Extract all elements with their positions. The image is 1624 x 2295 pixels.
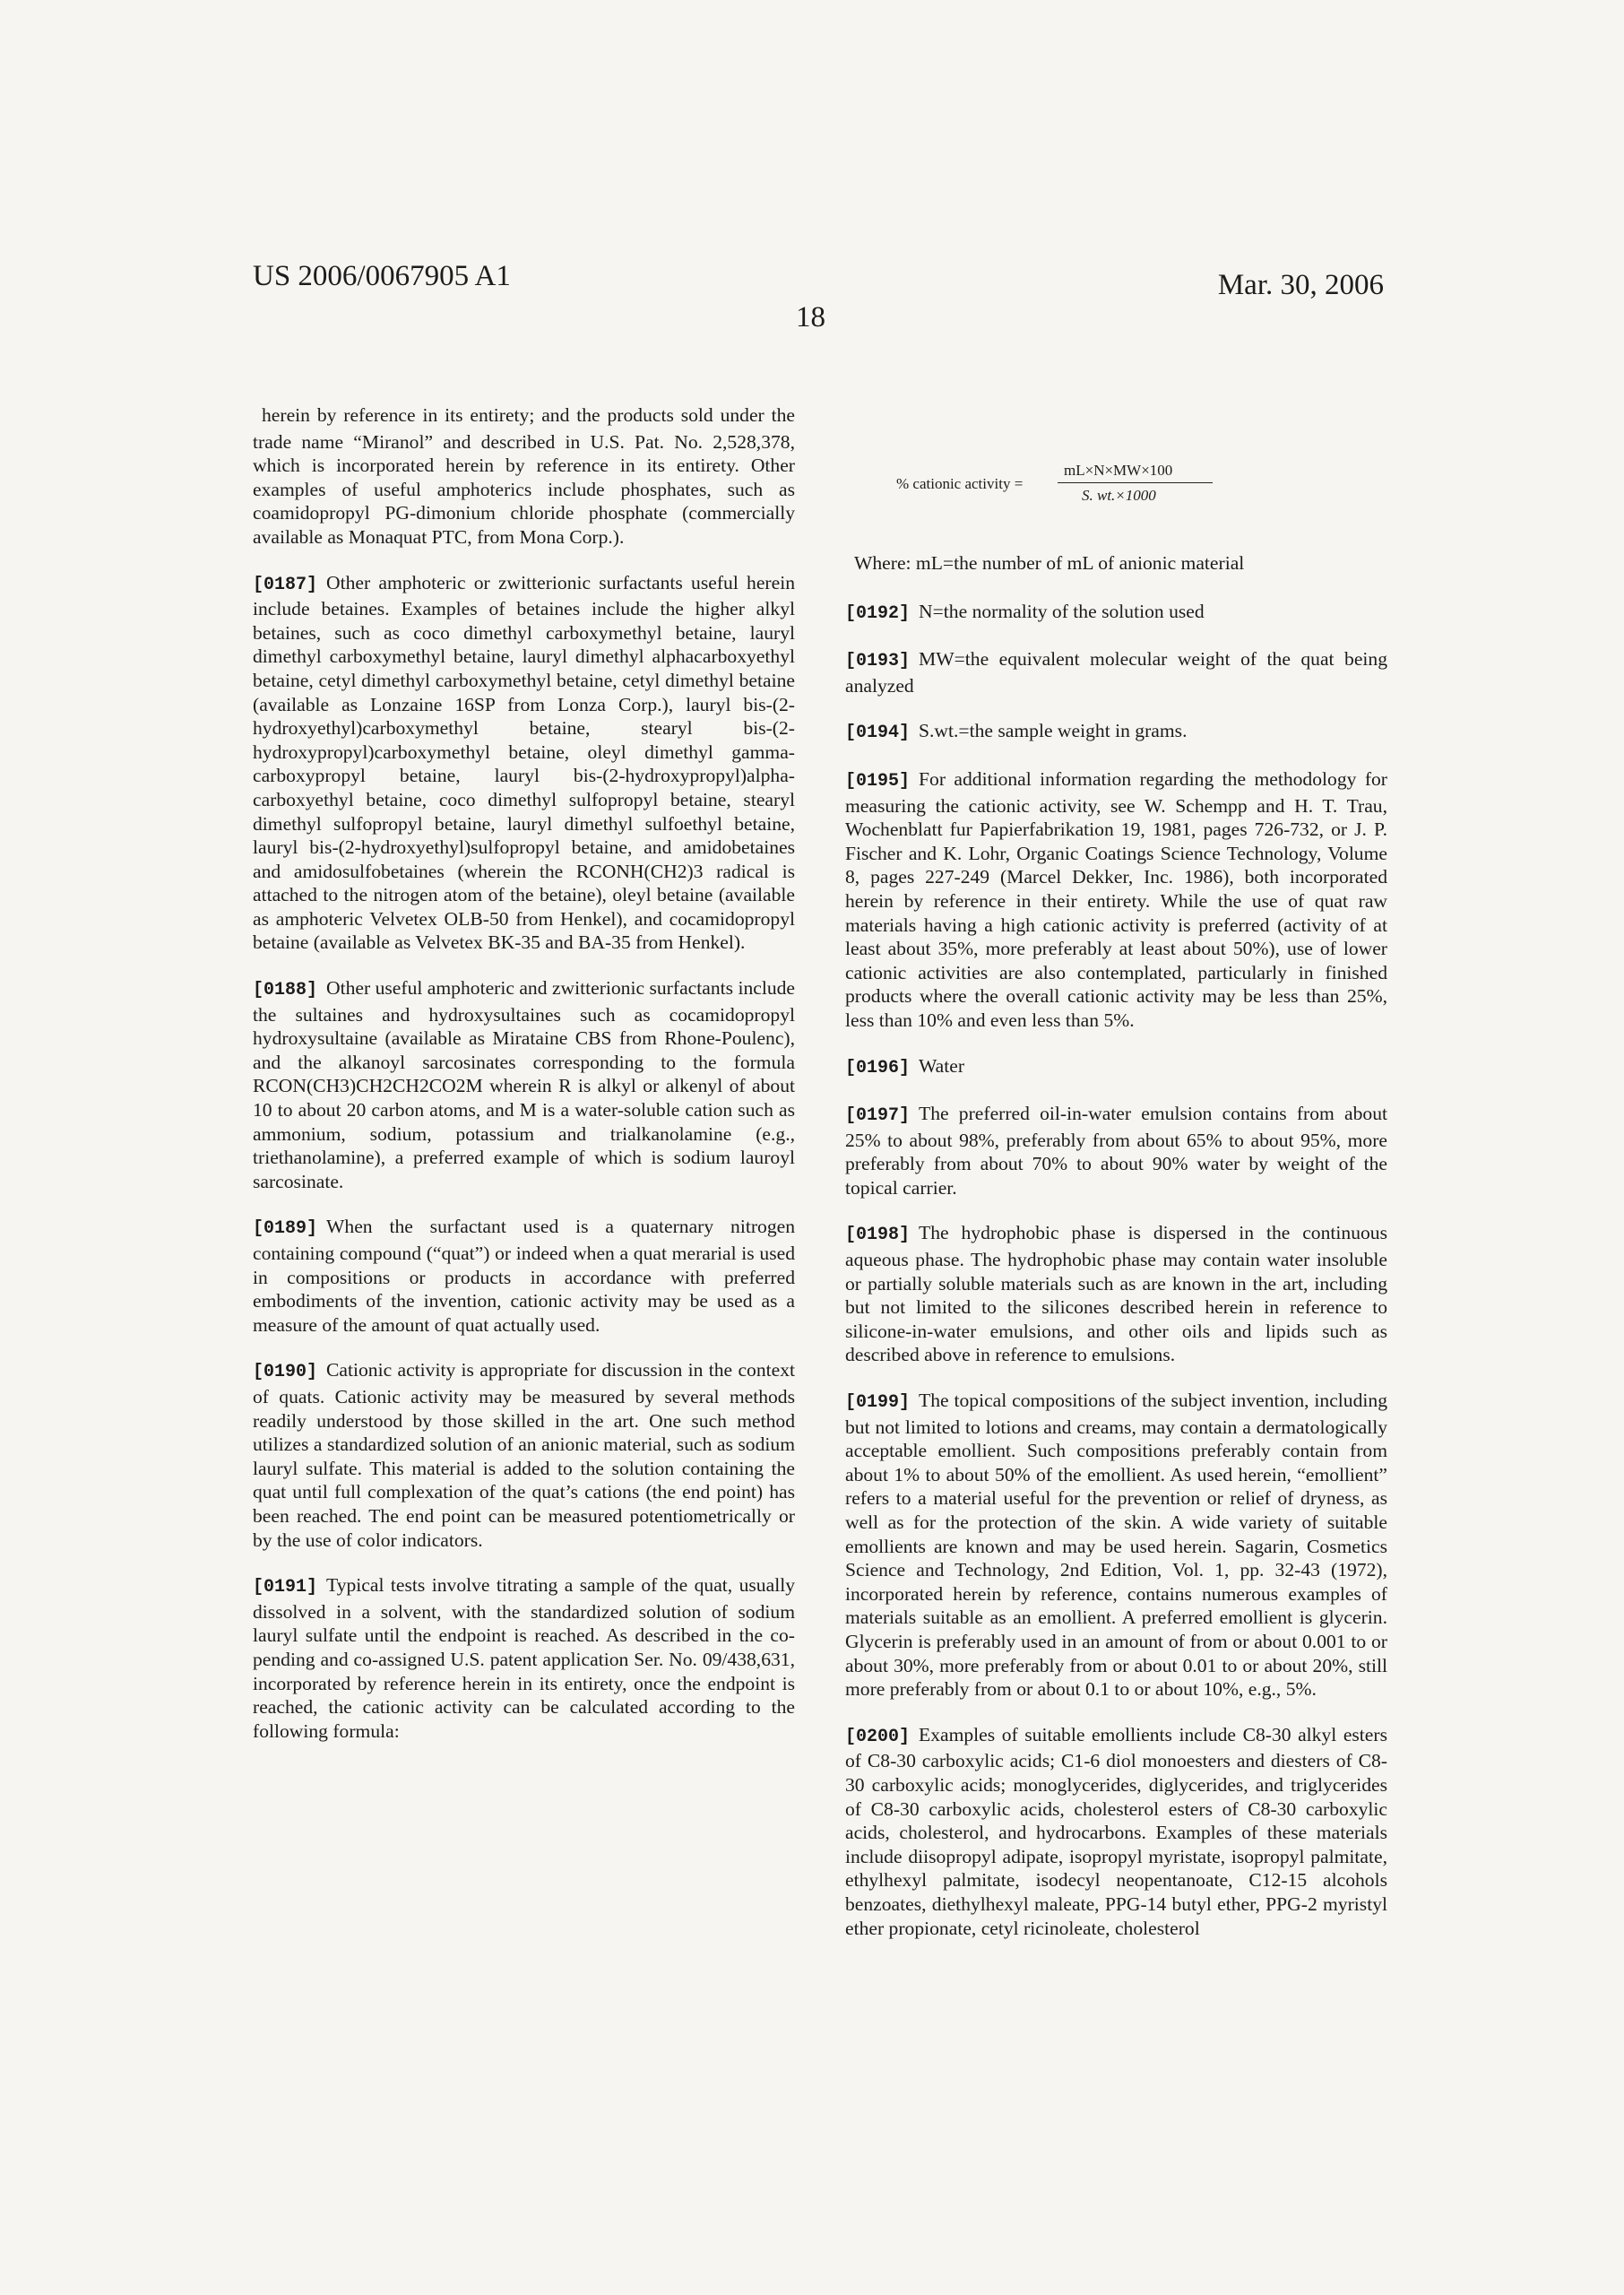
- paragraph: [845, 551, 1387, 578]
- paragraph-number: [0196]: [845, 1057, 911, 1078]
- paragraph: [845, 1723, 1387, 1940]
- paragraph-text: Other amphoteric or zwitterionic surfactants useful herein include betaines. Examples of betaines include the higher alkyl betaines, such as coco dimethyl carboxymethyl betaine, lauryl dimethyl carboxymethyl betaine, lauryl dimethyl alphacarboxyethyl betaine, cetyl dimethyl carboxymethyl betaine, cetyl dimethyl betaine (available as Lonzaine 16SP from Lonza Corp.), lauryl bis-(2-hydroxyethyl)carboxymethyl betaine, stearyl bis-(2-hydroxypropyl)carboxymethyl betaine, oleyl dimethyl gamma-carboxypropyl betaine, lauryl bis-(2-hydroxypropyl)alpha-carboxyethyl betaine, coco dimethyl sulfopropyl betaine, stearyl dimethyl sulfopropyl betaine, lauryl dimethyl sulfoethyl betaine, lauryl bis-(2-hydroxyethyl)sulfopropyl betaine, and amidobetaines and amidosulfobetaines (wherein the RCONH(CH2)3 radical is attached to the nitrogen atom of the betaine), oleyl betaine (available as amphoteric Velvetex OLB-50 from Henkel), and cocamidopropyl betaine (available as Velvetex BK-35 and BA-35 from Henkel).: [253, 571, 795, 954]
- paragraph-number: [0190]: [253, 1362, 318, 1383]
- paragraph-text: Typical tests involve titrating a sample of the quat, usually dissolved in a solvent, with the standardized solution of sodium lauryl sulfate until the endpoint is reached. As described in the co-pending and co-assigned U.S. patent application Ser. No. 09/438,631, incorporated by reference herein in its entirety, once the endpoint is reached, the cationic activity can be calculated according to the following formula:: [253, 1574, 795, 1742]
- paragraph: [845, 647, 1387, 697]
- paragraph-text: Water: [919, 1054, 965, 1077]
- paragraph-number: [0187]: [253, 574, 318, 595]
- publication-number: US 2006/0067905 A1: [253, 260, 511, 292]
- paragraph: [253, 1573, 795, 1743]
- publication-date: Mar. 30, 2006: [1217, 269, 1384, 301]
- paragraph-text: Other useful amphoteric and zwitterionic surfactants include the sultaines and hydroxysultaines such as cocamidopropyl hydroxysultaine (available as Mirataine CBS from Rhone-Poulenc), and the alkanoyl sarcosinates corresponding to the formula RCON(CH3)CH2CH2CO2M wherein R is alkyl or alkenyl of about 10 to about 20 carbon atoms, and M is a water-soluble cation such as ammonium, sodium, potassium and trialkanolamine (e.g., triethanolamine), a preferred example of which is sodium lauroyl sarcosinate.: [253, 977, 795, 1192]
- paragraph: [253, 403, 795, 550]
- right-column: [845, 551, 1387, 1962]
- paragraph-number: [0192]: [845, 602, 911, 624]
- paragraph-number: [0199]: [845, 1392, 911, 1414]
- paragraph-text: S.wt.=the sample weight in grams.: [919, 720, 1188, 742]
- paragraph: [845, 1221, 1387, 1367]
- paragraph-text: The preferred oil-in-water emulsion contains from about 25% to about 98%, preferably from about 65% to about 95%, more preferably from about 70% to about 90% water by weight of the topical carrier.: [845, 1103, 1387, 1199]
- paragraph-text: Cationic activity is appropriate for discussion in the context of quats. Cationic activity may be measured by several methods readily understood by those skilled in the art. One such method utilizes a standardized solution of an anionic material, such as sodium lauryl sulfate. This material is added to the solution containing the quat until full complexation of the quat’s cations (the end point) has been reached. The end point can be measured potentiometrically or by the use of color indicators.: [253, 1359, 795, 1551]
- paragraph: [253, 976, 795, 1193]
- paragraph: [845, 1102, 1387, 1199]
- formula-lhs: % cationic activity =: [896, 475, 1024, 492]
- paragraph: [845, 719, 1387, 746]
- paragraph: [845, 1389, 1387, 1702]
- paragraph: [253, 1215, 795, 1337]
- cationic-activity-formula: [896, 462, 1219, 507]
- paragraph-number: [0198]: [845, 1225, 911, 1246]
- paragraph-text: N=the normality of the solution used: [919, 600, 1205, 622]
- formula-denominator: S. wt.×1000: [1082, 487, 1156, 504]
- paragraph: [845, 767, 1387, 1033]
- paragraph: [253, 571, 795, 956]
- paragraph: [845, 600, 1387, 627]
- paragraph-text: For additional information regarding the methodology for measuring the cationic activity, see W. Schempp and H. T. Trau, Wochenblatt fur Papierfabrikation 19, 1981, pages 726-732, or J. P. Fischer and K. Lohr, Organic Coatings Science Technology, Volume 8, pages 227-249 (Marcel Dekker, Inc. 1986), both incorporated herein by reference in their entirety. While the use of quat raw materials having a high cationic activity is preferred (activity of at least about 35%, more preferably at least about 50%), use of lower cationic activities are also contemplated, particularly in finished products where the overall cationic activity may be less than 25%, less than 10% and even less than 5%.: [845, 767, 1387, 1031]
- fraction-bar: [1058, 482, 1213, 483]
- paragraph-number: [0194]: [845, 723, 911, 744]
- paragraph-text: Where: mL=the number of mL of anionic material: [854, 552, 1245, 574]
- left-column: [253, 403, 795, 1764]
- paragraph-number: [0189]: [253, 1218, 318, 1240]
- paragraph-text: herein by reference in its entirety; and the products sold under the trade name “Miranol” and described in U.S. Pat. No. 2,528,378, which is incorporated herein by reference in its entirety. Other examples of useful amphoterics include phosphates, such as coamidopropyl PG-dimonium chloride phosphate (commercially available as Monaquat PTC, from Mona Corp.).: [253, 404, 795, 548]
- paragraph-number: [0195]: [845, 770, 911, 792]
- paragraph-text: When the surfactant used is a quaternary nitrogen containing compound (“quat”) or indeed when a quat merarial is used in compositions or products in accordance with preferred embodiments of the invention, cationic activity may be used as a measure of the amount of quat actually used.: [253, 1216, 795, 1336]
- paragraph-text: The topical compositions of the subject invention, including but not limited to lotions and creams, may contain a dermatologically acceptable emollient. Such compositions preferably contain from about 1% to about 50% of the emollient. As used herein, “emollient” refers to a material useful for the prevention or relief of dryness, as well as for the protection of the skin. A wide variety of suitable emollients are known and may be used herein. Sagarin, Cosmetics Science and Technology, 2nd Edition, Vol. 1, pp. 32-43 (1972), incorporated herein by reference, contains numerous examples of materials suitable as an emollient. A preferred emollient is glycerin. Glycerin is preferably used in an amount of from or about 0.001 to or about 30%, more preferably from or about 0.01 to or about 20%, still more preferably from or about 0.1 to or about 10%, e.g., 5%.: [845, 1390, 1387, 1701]
- paragraph: [253, 1358, 795, 1552]
- paragraph-number: [0191]: [253, 1577, 318, 1598]
- paragraph-text: MW=the equivalent molecular weight of the quat being analyzed: [845, 648, 1387, 697]
- page-number: 18: [796, 301, 825, 333]
- paragraph: [845, 1054, 1387, 1081]
- paragraph-text: The hydrophobic phase is dispersed in the continuous aqueous phase. The hydrophobic phase may contain water insoluble or partially soluble materials such as are known in the art, including but not limited to the silicones described herein in reference to silicone-in-water emulsions, and other oils and lipids such as described above in reference to emulsions.: [845, 1222, 1387, 1366]
- paragraph-number: [0193]: [845, 651, 911, 672]
- paragraph-number: [0200]: [845, 1726, 911, 1747]
- paragraph-text: Examples of suitable emollients include C8-30 alkyl esters of C8-30 carboxylic acids; C1-6 diol monoesters and diesters of C8-30 carboxylic acids; monoglycerides, diglycerides, and triglycerides of C8-30 carboxylic acids, cholesterol esters of C8-30 carboxylic acids, cholesterol, and hydrocarbons. Examples of these materials include diisopropyl adipate, isopropyl myristate, isopropyl palmitate, ethylhexyl palmitate, isodecyl neopentanoate, C12-15 alcohols benzoates, diethylhexyl maleate, PPG-14 butyl ether, PPG-2 myristyl ether propionate, cetyl ricinoleate, cholesterol: [845, 1723, 1387, 1939]
- formula-numerator: mL×N×MW×100: [1064, 462, 1173, 479]
- paragraph-number: [0188]: [253, 980, 318, 1001]
- paragraph-number: [0197]: [845, 1105, 911, 1127]
